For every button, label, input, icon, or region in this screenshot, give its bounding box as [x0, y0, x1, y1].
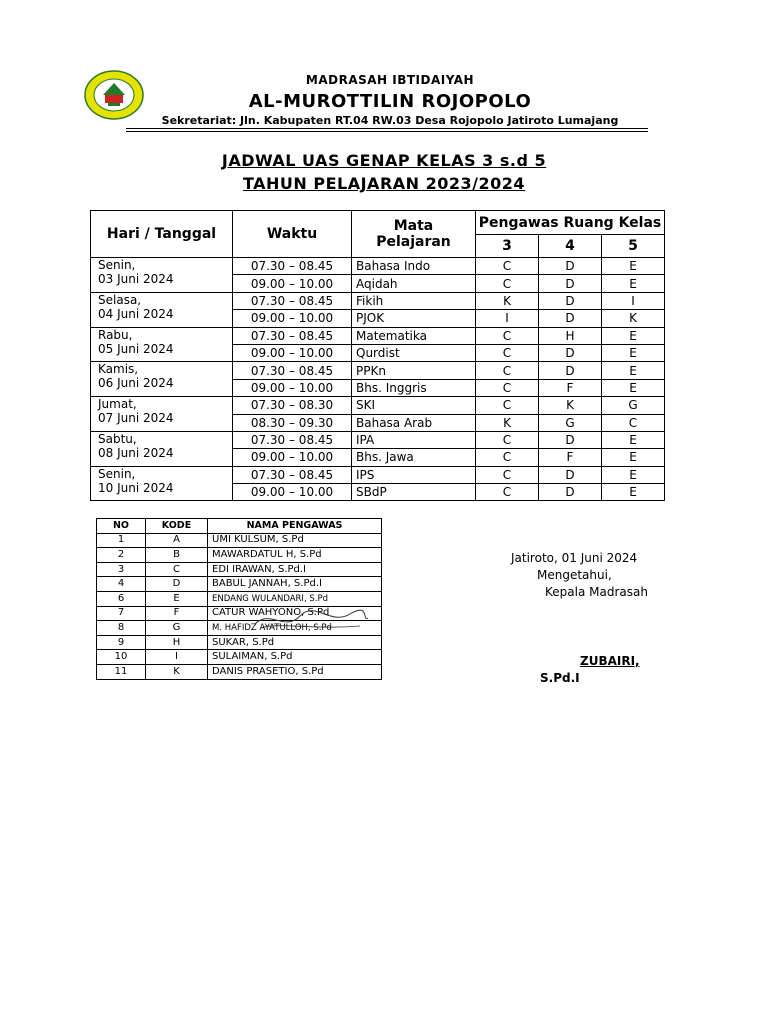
- schedule-time: 08.30 – 09.30: [233, 414, 352, 431]
- col-header-day: Hari / Tanggal: [91, 211, 233, 258]
- room-5-code: E: [602, 275, 665, 292]
- col-header-room-5: 5: [602, 235, 665, 258]
- schedule-day: Jumat,: [98, 397, 137, 412]
- room-3-code: C: [476, 327, 539, 344]
- staff-row: [97, 548, 382, 563]
- schedule-date: 07 Juni 2024: [98, 411, 174, 426]
- room-5-code: K: [602, 310, 665, 327]
- room-4-code: D: [539, 431, 602, 448]
- room-5-code: E: [602, 466, 665, 483]
- schedule-day: Kamis,: [98, 362, 139, 377]
- schedule-row: [91, 258, 665, 275]
- room-3-code: C: [476, 275, 539, 292]
- handwritten-scribble-icon: [250, 604, 370, 634]
- schedule-day-cell: [91, 431, 233, 466]
- room-3-code: C: [476, 379, 539, 396]
- staff-nama: EDI IRAWAN, S.Pd.I: [208, 562, 382, 577]
- schedule-day-cell: [91, 397, 233, 432]
- staff-no: 1: [97, 533, 146, 548]
- schedule-time: 07.30 – 08.45: [233, 362, 352, 379]
- exam-schedule-table: [90, 210, 665, 501]
- schedule-time: 09.00 – 10.00: [233, 310, 352, 327]
- staff-row: [97, 533, 382, 548]
- staff-kode: F: [146, 606, 208, 621]
- schedule-day: Sabtu,: [98, 431, 137, 446]
- schedule-subject: Bahasa Indo: [352, 258, 476, 275]
- staff-kode: E: [146, 591, 208, 606]
- room-3-code: C: [476, 484, 539, 501]
- staff-no: 2: [97, 548, 146, 563]
- schedule-day-cell: [91, 466, 233, 501]
- schedule-subject: Matematika: [352, 327, 476, 344]
- room-5-code: E: [602, 362, 665, 379]
- staff-kode: K: [146, 664, 208, 679]
- room-5-code: E: [602, 431, 665, 448]
- schedule-date: 06 Juni 2024: [98, 376, 174, 391]
- staff-kode: A: [146, 533, 208, 548]
- schedule-subject: Aqidah: [352, 275, 476, 292]
- staff-nama: CATUR WAHYONO, S.Pd: [208, 606, 382, 621]
- room-4-code: F: [539, 449, 602, 466]
- schedule-subject: IPA: [352, 431, 476, 448]
- signature-place-date: Jatiroto, 01 Juni 2024: [511, 551, 638, 565]
- staff-nama: UMI KULSUM, S.Pd: [208, 533, 382, 548]
- schedule-day: Selasa,: [98, 292, 142, 307]
- schedule-day-cell: [91, 292, 233, 327]
- col-header-supervisor: Pengawas Ruang Kelas: [476, 211, 665, 235]
- room-3-code: C: [476, 258, 539, 275]
- room-3-code: K: [476, 414, 539, 431]
- header-rule: [126, 128, 648, 129]
- staff-header-kode: KODE: [146, 519, 208, 534]
- schedule-subject: Fikih: [352, 292, 476, 309]
- room-5-code: E: [602, 327, 665, 344]
- room-4-code: D: [539, 362, 602, 379]
- room-5-code: E: [602, 449, 665, 466]
- signature-name: ZUBAIRI,: [580, 654, 640, 668]
- room-5-code: E: [602, 379, 665, 396]
- schedule-time: 07.30 – 08.30: [233, 397, 352, 414]
- staff-row: [97, 635, 382, 650]
- room-4-code: D: [539, 275, 602, 292]
- staff-kode: C: [146, 562, 208, 577]
- staff-header-nama: NAMA PENGAWAS: [208, 519, 382, 534]
- col-header-room-3: 3: [476, 235, 539, 258]
- schedule-time: 09.00 – 10.00: [233, 449, 352, 466]
- staff-row: [97, 562, 382, 577]
- staff-kode: H: [146, 635, 208, 650]
- supervisor-table: [96, 518, 382, 680]
- col-header-subject-l2: Pelajaran: [376, 234, 451, 250]
- institution-type: MADRASAH IBTIDAIYAH: [305, 73, 475, 87]
- schedule-subject: PJOK: [352, 310, 476, 327]
- doc-title: JADWAL UAS GENAP KELAS 3 s.d 5: [221, 151, 547, 170]
- schedule-subject: SKI: [352, 397, 476, 414]
- col-header-subject: [352, 211, 476, 258]
- staff-kode: I: [146, 650, 208, 665]
- signature-acknowledged: Mengetahui,: [537, 568, 612, 582]
- schedule-row: [91, 292, 665, 309]
- room-3-code: I: [476, 310, 539, 327]
- staff-nama: SULAIMAN, S.Pd: [208, 650, 382, 665]
- schedule-time: 07.30 – 08.45: [233, 292, 352, 309]
- room-5-code: E: [602, 344, 665, 361]
- schedule-subject: Qurdist: [352, 344, 476, 361]
- col-header-subject-l1: Mata: [393, 218, 434, 234]
- schedule-day-cell: [91, 327, 233, 362]
- schedule-date: 04 Juni 2024: [98, 306, 174, 321]
- staff-no: 10: [97, 650, 146, 665]
- staff-row: [97, 664, 382, 679]
- institution-address: Sekretariat: Jln. Kabupaten RT.04 RW.03 Desa Rojopolo Jatiroto Lumajang: [161, 114, 619, 127]
- schedule-date: 05 Juni 2024: [98, 341, 174, 356]
- schedule-day: Rabu,: [98, 327, 133, 342]
- schedule-row: [91, 431, 665, 448]
- staff-row: [97, 577, 382, 592]
- room-4-code: H: [539, 327, 602, 344]
- schedule-row: [91, 466, 665, 483]
- staff-nama: MAWARDATUL H, S.Pd: [208, 548, 382, 563]
- room-3-code: C: [476, 449, 539, 466]
- staff-no: 9: [97, 635, 146, 650]
- doc-subtitle: TAHUN PELAJARAN 2023/2024: [242, 174, 526, 193]
- room-5-code: E: [602, 484, 665, 501]
- staff-kode: D: [146, 577, 208, 592]
- schedule-time: 07.30 – 08.45: [233, 327, 352, 344]
- staff-nama: SUKAR, S.Pd: [208, 635, 382, 650]
- staff-nama: M. HAFIDZ AYATULLOH, S.Pd: [208, 621, 382, 636]
- staff-no: 8: [97, 621, 146, 636]
- header-rule-2: [126, 131, 648, 132]
- room-4-code: G: [539, 414, 602, 431]
- col-header-time: Waktu: [233, 211, 352, 258]
- staff-header-no: NO: [97, 519, 146, 534]
- schedule-time: 09.00 – 10.00: [233, 275, 352, 292]
- schedule-time: 09.00 – 10.00: [233, 484, 352, 501]
- staff-nama: BABUL JANNAH, S.Pd.I: [208, 577, 382, 592]
- room-4-code: F: [539, 379, 602, 396]
- schedule-day-cell: [91, 362, 233, 397]
- staff-row: [97, 650, 382, 665]
- schedule-day: Senin,: [98, 258, 136, 272]
- schedule-date: 08 Juni 2024: [98, 445, 174, 460]
- schedule-time: 09.00 – 10.00: [233, 379, 352, 396]
- staff-kode: B: [146, 548, 208, 563]
- room-4-code: D: [539, 466, 602, 483]
- room-3-code: C: [476, 344, 539, 361]
- schedule-subject: SBdP: [352, 484, 476, 501]
- schedule-row: [91, 397, 665, 414]
- signature-degree: S.Pd.I: [540, 671, 580, 685]
- schedule-day: Senin,: [98, 466, 136, 481]
- schedule-date: 03 Juni 2024: [98, 272, 174, 286]
- institution-name: AL-MUROTTILIN ROJOPOLO: [248, 91, 532, 112]
- schedule-day-cell: [91, 258, 233, 293]
- room-3-code: C: [476, 431, 539, 448]
- room-4-code: D: [539, 310, 602, 327]
- room-4-code: K: [539, 397, 602, 414]
- room-5-code: C: [602, 414, 665, 431]
- schedule-subject: Bhs. Jawa: [352, 449, 476, 466]
- staff-nama: ENDANG WULANDARI, S.Pd: [208, 591, 382, 606]
- schedule-subject: Bhs. Inggris: [352, 379, 476, 396]
- room-5-code: G: [602, 397, 665, 414]
- schedule-subject: PPKn: [352, 362, 476, 379]
- room-3-code: K: [476, 292, 539, 309]
- room-4-code: D: [539, 258, 602, 275]
- staff-nama: DANIS PRASETIO, S.Pd: [208, 664, 382, 679]
- room-4-code: D: [539, 292, 602, 309]
- staff-no: 7: [97, 606, 146, 621]
- schedule-time: 07.30 – 08.45: [233, 466, 352, 483]
- staff-no: 11: [97, 664, 146, 679]
- room-5-code: E: [602, 258, 665, 275]
- staff-no: 6: [97, 591, 146, 606]
- schedule-date: 10 Juni 2024: [98, 480, 174, 495]
- room-5-code: I: [602, 292, 665, 309]
- room-4-code: D: [539, 344, 602, 361]
- staff-no: 3: [97, 562, 146, 577]
- room-4-code: D: [539, 484, 602, 501]
- room-3-code: C: [476, 466, 539, 483]
- schedule-time: 09.00 – 10.00: [233, 344, 352, 361]
- room-3-code: C: [476, 362, 539, 379]
- room-3-code: C: [476, 397, 539, 414]
- col-header-room-4: 4: [539, 235, 602, 258]
- schedule-subject: IPS: [352, 466, 476, 483]
- schedule-time: 07.30 – 08.45: [233, 431, 352, 448]
- schedule-row: [91, 362, 665, 379]
- schedule-subject: Bahasa Arab: [352, 414, 476, 431]
- schedule-time: 07.30 – 08.45: [233, 258, 352, 275]
- schedule-row: [91, 327, 665, 344]
- staff-no: 4: [97, 577, 146, 592]
- signature-role: Kepala Madrasah: [545, 585, 648, 599]
- staff-kode: G: [146, 621, 208, 636]
